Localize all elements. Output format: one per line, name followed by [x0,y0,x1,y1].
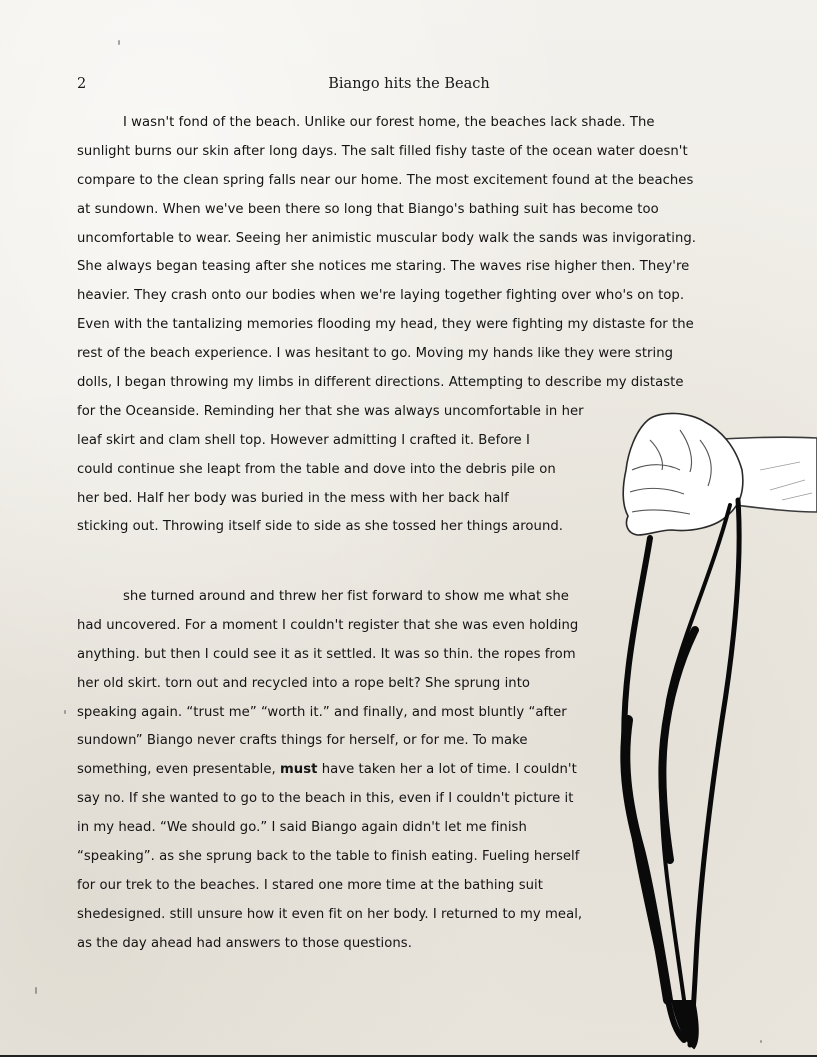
paragraph-line: sunlight burns our skin after long days. The salt filled fishy taste of the ocean water doesn't [77,143,688,159]
paragraph-line: shedesigned. still unsure how it even fit on her body. I returned to my meal, [77,906,583,922]
rope-left [624,538,684,1040]
paragraph-2 [77,583,582,959]
paragraph-line: sundown” Biango never crafts things for herself, or for me. To make [77,733,528,749]
paragraph-line: leaf skirt and clam shell top. However admitting I crafted it. Before I [77,432,530,448]
running-title: Biango hits the Beach [328,76,490,92]
paragraph-line: I wasn't fond of the beach. Unlike our forest home, the beaches lack shade. The [123,115,655,130]
paragraph-line: her bed. Half her body was buried in the mess with her back half [77,490,509,506]
paragraph-line: compare to the clean spring falls near our home. The most excitement found at the beaches [77,172,694,188]
paper-speck [118,40,120,45]
paragraph-line: dolls, I began throwing my limbs in different directions. Attempting to describe my distaste [77,375,684,391]
paragraph-line: could continue she leapt from the table and dove into the debris pile on [77,461,556,477]
fist-holding-rope-swimsuit-icon [600,400,817,1057]
rope-right [690,500,739,1045]
page-header [77,76,741,96]
paragraph-line: rest of the beach experience. I was hesitant to go. Moving my hands like they were string [77,346,674,362]
paragraph-line: speaking again. “trust me” “worth it.” and finally, and most bluntly “after [77,704,567,720]
page-number: 2 [77,76,87,92]
paragraph-line: Even with the tantalizing memories flooding my head, they were fighting my distaste for the [77,317,694,333]
paragraph-line: as the day ahead had answers to those questions. [77,935,412,951]
paragraph-line [77,756,582,785]
paragraph-line: sticking out. Throwing itself side to side as she tossed her things around. [77,519,564,535]
paragraph-line: for the Oceanside. Reminding her that she was always uncomfortable in her [77,403,584,419]
line-text: have taken her a lot of time. I couldn't [317,762,577,778]
paragraph-line: say no. If she wanted to go to the beach in this, even if I couldn't picture it [77,791,574,807]
paragraph-line: anything. but then I could see it as it settled. It was so thin. the ropes from [77,646,576,662]
paragraph-line: her old skirt. torn out and recycled into a rope belt? She sprung into [77,675,531,691]
paragraph-line: in my head. “We should go.” I said Biango again didn't let me finish [77,820,527,836]
paragraph-line: for our trek to the beaches. I stared one more time at the bathing suit [77,877,543,893]
emphasis-must: must [279,762,318,778]
paragraph-line: had uncovered. For a moment I couldn't register that she was even holding [77,617,579,633]
paragraph-line: She always began teasing after she notices me staring. The waves rise higher then. They're [77,259,690,275]
line-text: something, even presentable, [77,762,280,778]
paragraph-line: heavier. They crash onto our bodies when we're laying together fighting over who's on top. [77,288,685,304]
paper-speck [64,710,66,714]
paragraph-line: at sundown. When we've been there so long that Biango's bathing suit has become too [77,201,659,217]
rope-middle-thick [662,630,695,860]
paragraph-line: uncomfortable to wear. Seeing her animistic muscular body walk the sands was invigorating. [77,230,697,246]
paragraph-line: she turned around and threw her fist forward to show me what she [123,589,569,604]
paragraph-line: “speaking”. as she sprung back to the table to finish eating. Fueling herself [77,849,580,865]
paper-speck [35,987,37,994]
